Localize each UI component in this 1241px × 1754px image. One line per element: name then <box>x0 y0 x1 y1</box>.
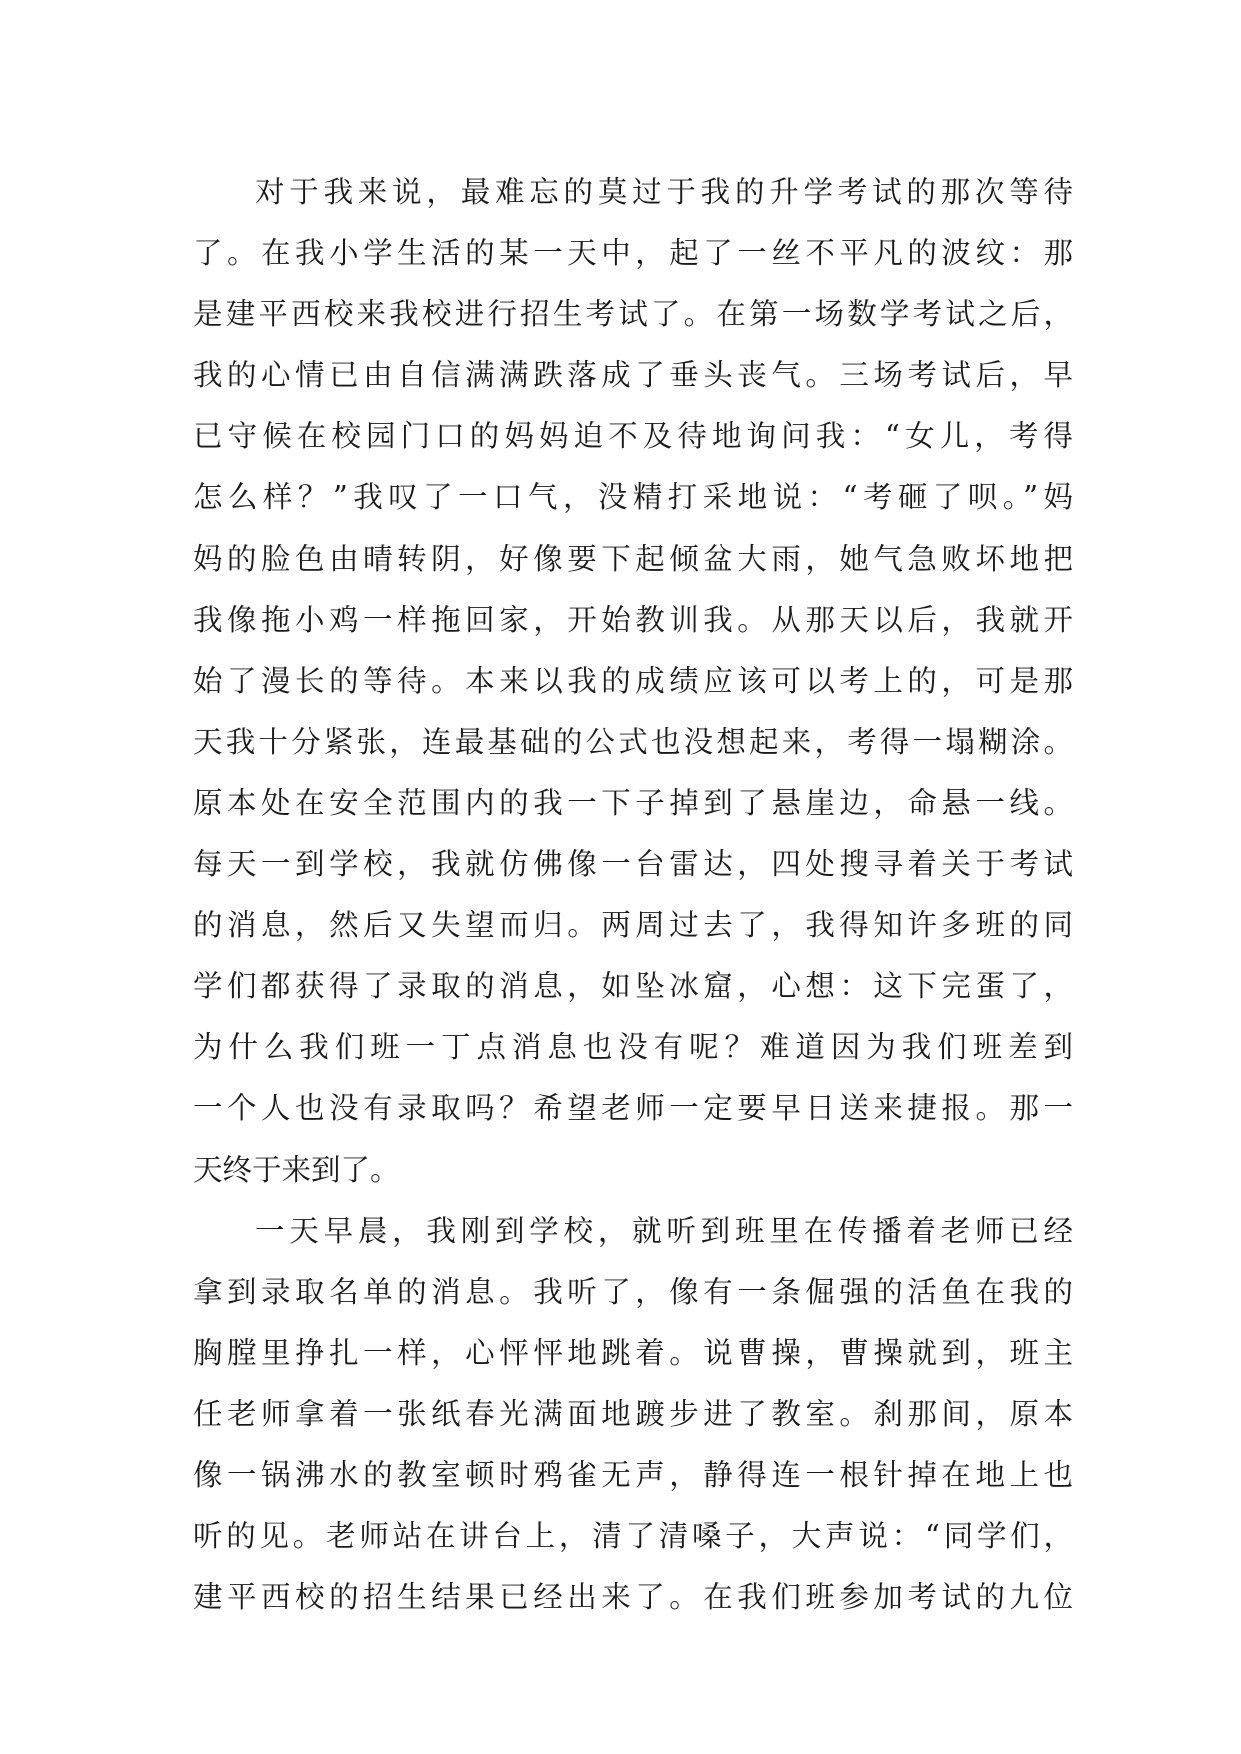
paragraph-1-line-14: 学们都获得了录取的消息，如坠冰窟，心想：这下完蛋了， <box>193 969 1073 1004</box>
paragraph-1-line-8: 我像拖小鸡一样拖回家，开始教训我。从那天以后，我就开 <box>193 602 1073 637</box>
paragraph-2-line-3: 胸膛里挣扎一样，心怦怦地跳着。说曹操，曹操就到，班主 <box>193 1335 1073 1370</box>
paragraph-1-line-9: 始了漫长的等待。本来以我的成绩应该可以考上的，可是那 <box>193 663 1073 698</box>
paragraph-1-line-5: 已守候在校园门口的妈妈迫不及待地询问我：“女儿，考得 <box>193 419 1073 454</box>
paragraph-2-line-5: 像一锅沸水的教室顿时鸦雀无声，静得连一根针掉在地上也 <box>193 1457 1073 1492</box>
paragraph-1-line-2: 了。在我小学生活的某一天中，起了一丝不平凡的波纹：那 <box>193 236 1073 271</box>
paragraph-1-line-3: 是建平西校来我校进行招生考试了。在第一场数学考试之后， <box>193 297 1073 332</box>
paragraph-2-line-2: 拿到录取名单的消息。我听了，像有一条倔强的活鱼在我的 <box>193 1274 1073 1309</box>
paragraph-1-line-12: 每天一到学校，我就仿佛像一台雷达，四处搜寻着关于考试 <box>193 847 1073 882</box>
paragraph-2-line-6: 听的见。老师站在讲台上，清了清嗓子，大声说：“同学们， <box>193 1519 1073 1554</box>
paragraph-2-line-7: 建平西校的招生结果已经出来了。在我们班参加考试的九位 <box>193 1580 1073 1615</box>
essay-body <box>193 162 1073 1628</box>
paragraph-1-line-4: 我的心情已由自信满满跌落成了垂头丧气。三场考试后，早 <box>193 358 1073 393</box>
paragraph-1-line-10: 天我十分紧张，连最基础的公式也没想起来，考得一塌糊涂。 <box>193 724 1073 759</box>
paragraph-1-line-6: 怎么样？”我叹了一口气，没精打采地说：“考砸了呗。”妈 <box>193 480 1073 515</box>
paragraph-1-line-13: 的消息，然后又失望而归。两周过去了，我得知许多班的同 <box>193 908 1073 943</box>
paragraph-1-line-15: 为什么我们班一丁点消息也没有呢？难道因为我们班差到 <box>193 1030 1073 1065</box>
paragraph-1-line-1: 对于我来说，最难忘的莫过于我的升学考试的那次等待 <box>255 175 1073 209</box>
paragraph-1-line-7: 妈的脸色由晴转阴，好像要下起倾盆大雨，她气急败坏地把 <box>193 541 1073 576</box>
paragraph-2-line-4: 任老师拿着一张纸春光满面地踱步进了教室。刹那间，原本 <box>193 1396 1073 1431</box>
paragraph-1-line-11: 原本处在安全范围内的我一下子掉到了悬崖边，命悬一线。 <box>193 785 1073 820</box>
paragraph-1-line-17: 天终于来到了。 <box>193 1152 400 1187</box>
paragraph-2-line-1: 一天早晨，我刚到学校，就听到班里在传播着老师已经 <box>255 1213 1073 1248</box>
paragraph-1-line-16: 一个人也没有录取吗？希望老师一定要早日送来捷报。那一 <box>193 1091 1073 1126</box>
